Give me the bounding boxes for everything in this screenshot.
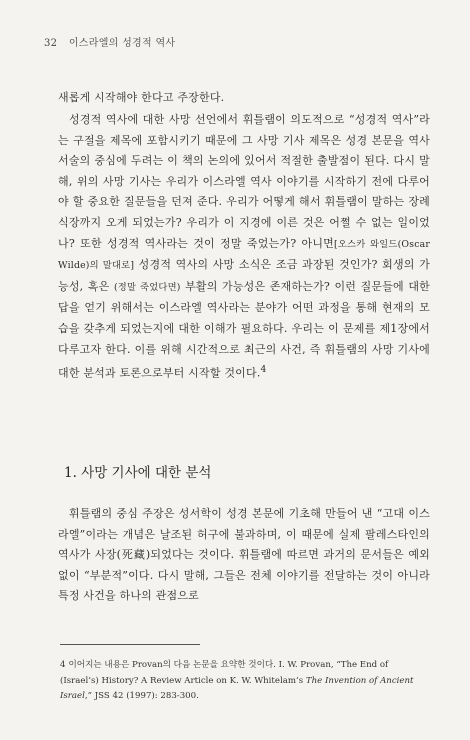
paragraph-text: 부활의 가능성은 존재하는가? 이런 질문들에 대한 답을 얻기 위해서는 이스라엘 역사라는 분야가 어떤 과정을 통해 현재의 모습을 갖추게 되었는지에 대한 이해가 필요하다. 우리는 이 문제를 제1장에서 다루고자 한다. 이를 위해 시간적으로 최근의 사건, 즉 휘틀램의 사망 기사에 대한 분석과 토론으로부터 시작할 것이다. <box>58 279 430 380</box>
aside-if-dead: (정말 죽었다면) <box>113 281 181 293</box>
aside-oscar-wilde: [오스카 와일드(Oscar Wilde)의 말대로] <box>58 238 430 272</box>
running-title: 이스라엘의 성경적 역사 <box>68 38 176 49</box>
paragraph-continuation: 새롭게 시작해야 한다고 주장한다. <box>58 91 225 104</box>
footnote-number: 4 <box>60 660 66 670</box>
paragraph-text: 성경적 역사에 대한 사망 선언에서 휘틀램이 의도적으로 “성경적 역사”라는 구절을 제목에 포함시키기 때문에 그 사망 기사 제목은 성경 본문을 역사 서술의 중심에 두려는 이 책의 논의에 있어서 적절한 출발점이 된다. 다시 말해, 위의 사망 기사는 우리가 이스라엘 역사 이야기를 시작하기 전에 다루어야 할 중요한 질문들을 던져 준다. 우리가 어떻게 해서 휘틀램이 말하는 장례식장까지 오게 되었는가? 우리가 이 지경에 이른 것은 어쩔 수 없는 일이었나? 또한 성경적 역사라는 것이 정말 죽었는가? 아니면 <box>58 113 430 250</box>
footnote-text: 이어지는 내용은 Provan의 다음 논문을 요약한 것이다. I. W. Provan, “The End of (Israel’s) History? A Review Article on K. W. Whitelam’s <box>60 660 389 686</box>
section-heading: 1. 사망 기사에 대한 분석 <box>64 465 212 481</box>
footnote-text-end: ,” JSS 42 (1997): 283-300. <box>84 691 199 701</box>
paragraph-central-claim: 휘틀램의 중심 주장은 성서학이 성경 본문에 기초해 만들어 낸 “고대 이스라엘”이라는 개념은 날조된 허구에 불과하며, 이 때문에 실제 팔레스타인의 역사가 사장(死藏)되었다는 것이다. 휘틀램에 따르면 과거의 문서들은 예외 없이 “부분적”이다. 다시 말해, 그들은 전체 이야기를 전달하는 것이 아니라 특정 사건을 하나의 관점으로 <box>58 507 430 603</box>
footnote-divider <box>60 644 200 645</box>
paragraph-text: 성경적 역사의 사망 소식은 조금 과장된 것인가? 회생의 가능성, 혹은 <box>58 258 430 293</box>
footnote <box>60 658 426 705</box>
paragraph-obituary-intro <box>58 110 430 384</box>
footnote-reference: 4 <box>260 364 267 376</box>
footnote-book-title: The Invention of Ancient Israel <box>60 675 414 701</box>
page-number: 32 <box>44 38 58 49</box>
running-header <box>44 34 175 49</box>
